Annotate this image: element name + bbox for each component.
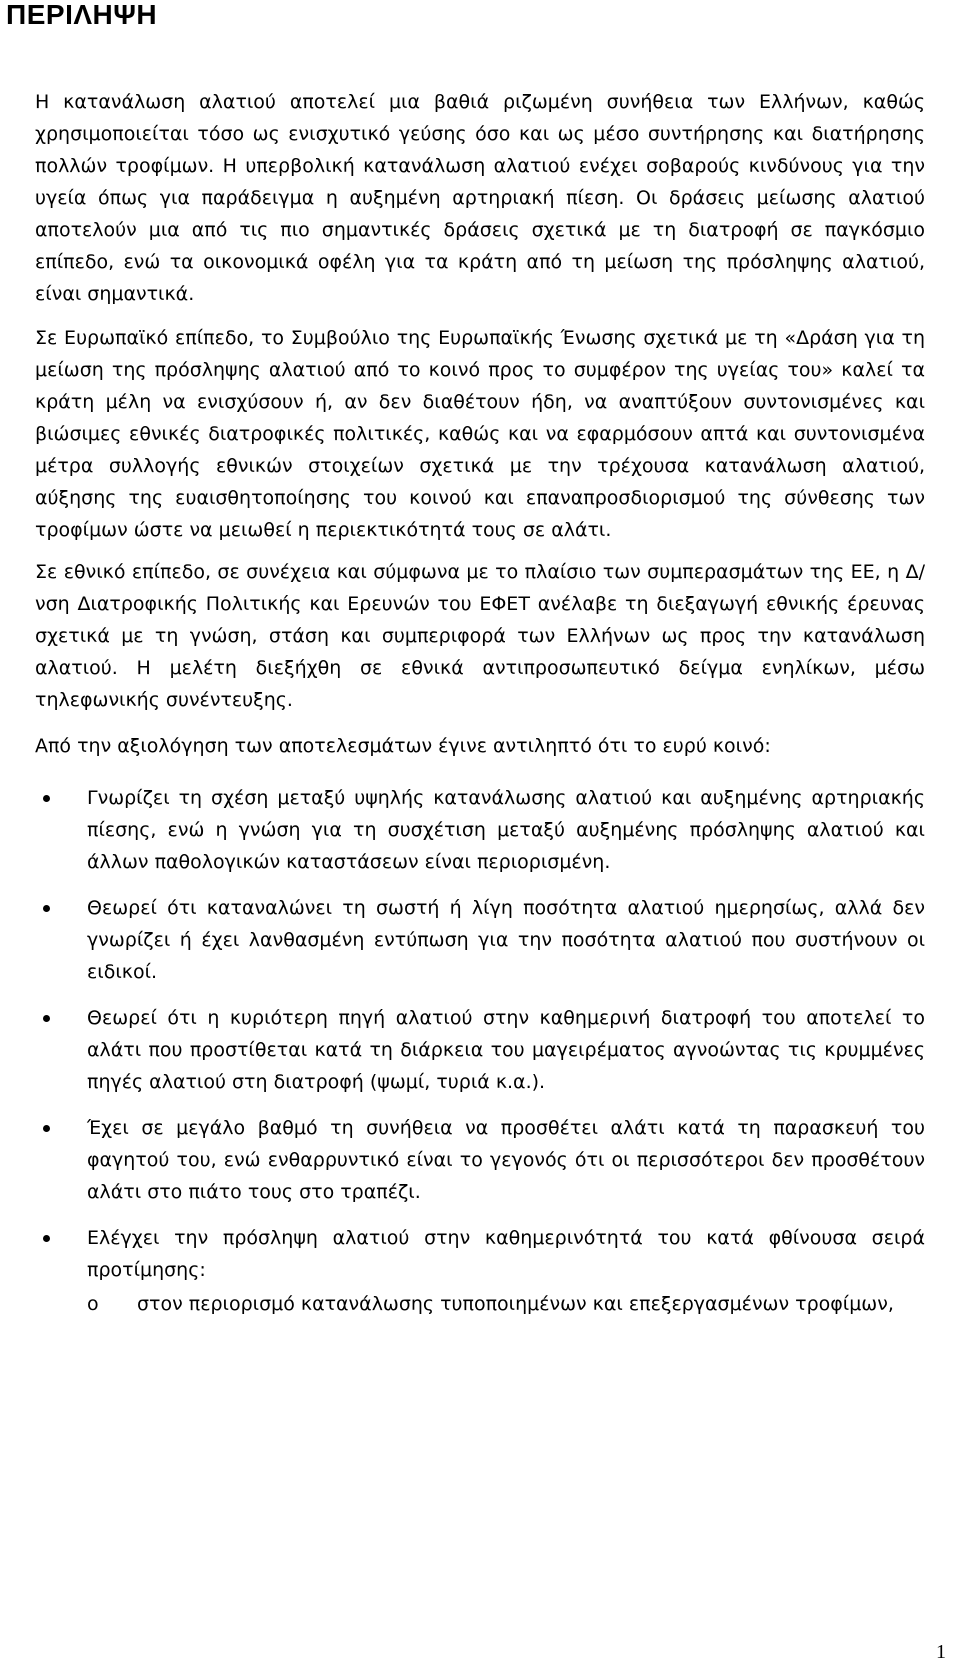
finding-text: Θεωρεί ότι η κυριότερη πηγή αλατιού στην καθημερινή διατροφή του αποτελεί το αλάτι που προστίθεται κατά τη διάρκεια του μαγειρέματος αγνοώντας τις κρυμμένες πηγές αλατιού στη διατροφή (ψωμί, τυριά κ.α.). bbox=[87, 1007, 925, 1093]
findings-lead: Από την αξιολόγηση των αποτελεσμάτων έγινε αντιληπτό ότι το ευρύ κοινό: bbox=[35, 735, 771, 757]
eu-context-paragraph: Σε Ευρωπαϊκό επίπεδο, το Συμβούλιο της Ευρωπαϊκής Ένωσης σχετικά με τη «Δράση για τη μείωση της πρόσληψης αλατιού από το κοινό προς το συμφέρον της υγείας του» καλεί τα κράτη μέλη να ενισχύσουν ή, αν δεν διαθέτουν ήδη, να αναπτύξουν συντονισμένες και βιώσιμες εθνικές διατροφικές πολιτικές, καθώς και να εφαρμόσουν απτά και συντονισμένα μέτρα συλλογής εθνικών στοιχείων σχετικά με την τρέχουσα κατανάλωση αλατιού, αύξησης της ευαισθητοποίησης του κοινού και επαναπροσδιορισμού της σύνθεσης των τροφίμων ώστε να μειωθεί η περιεκτικότητά τους σε αλάτι. bbox=[35, 327, 925, 541]
finding-text: Γνωρίζει τη σχέση μεταξύ υψηλής κατανάλωσης αλατιού και αυξημένης αρτηριακής πίεσης, ενώ η γνώση για τη συσχέτιση μεταξύ αυξημένης πρόσληψης αλατιού και άλλων παθολογικών καταστάσεων είναι περιορισμένη. bbox=[87, 787, 925, 873]
national-study-paragraph: Σε εθνικό επίπεδο, σε συνέχεια και σύμφωνα με το πλαίσιο των συμπερασμάτων της ΕΕ, η Δ/νση Διατροφικής Πολιτικής και Ερευνών του ΕΦΕΤ ανέλαβε τη διεξαγωγή εθνικής έρευνας σχετικά με τη γνώση, στάση και συμπεριφορά των Ελλήνων ως προς την κατανάλωση αλατιού. Η μελέτη διεξήχθη σε εθνικά αντιπροσωπευτικό δείγμα ενηλίκων, μέσω τηλεφωνικής συνέντευξης. bbox=[35, 561, 925, 711]
circle-bullet-icon: o bbox=[87, 1293, 99, 1315]
preference-sublist bbox=[87, 1288, 925, 1320]
finding-item bbox=[35, 1112, 925, 1208]
finding-text: Θεωρεί ότι καταναλώνει τη σωστή ή λίγη ποσότητα αλατιού ημερησίως, αλλά δεν γνωρίζει ή έχει λανθασμένη εντύπωση για την ποσότητα αλατιού που συστήνουν οι ειδικοί. bbox=[87, 897, 925, 983]
finding-item bbox=[35, 1002, 925, 1098]
bullet-icon bbox=[43, 1125, 50, 1132]
intro-paragraph: Η κατανάλωση αλατιού αποτελεί μια βαθιά ριζωμένη συνήθεια των Ελλήνων, καθώς χρησιμοποιείται τόσο ως ενισχυτικό γεύσης όσο και ως μέσο συντήρησης και διατήρησης πολλών τροφίμων. Η υπερβολική κατανάλωση αλατιού ενέχει σοβαρούς κινδύνους για την υγεία όπως για παράδειγμα η αυξημένη αρτηριακή πίεση. Οι δράσεις μείωσης αλατιού αποτελούν μια από τις πιο σημαντικές δράσεις σχετικά με τη διατροφή σε παγκόσμιο επίπεδο, ενώ τα οικονομικά οφέλη για τα κράτη από τη μείωση της πρόσληψης αλατιού, είναι σημαντικά. bbox=[35, 91, 925, 305]
finding-item bbox=[35, 782, 925, 878]
preference-item bbox=[87, 1288, 925, 1320]
finding-item bbox=[35, 1222, 925, 1320]
document-body bbox=[35, 86, 925, 1334]
bullet-icon bbox=[43, 1015, 50, 1022]
findings-list bbox=[35, 782, 925, 1320]
preference-text: στον περιορισμό κατανάλωσης τυποποιημένων και επεξεργασμένων τροφίμων, bbox=[137, 1293, 894, 1315]
page-number: 1 bbox=[936, 1641, 946, 1663]
bullet-icon bbox=[43, 1235, 50, 1242]
summary-heading: ΠΕΡΙΛΗΨΗ bbox=[6, 0, 158, 30]
bullet-icon bbox=[43, 795, 50, 802]
finding-item bbox=[35, 892, 925, 988]
finding-text: Έχει σε μεγάλο βαθμό τη συνήθεια να προσθέτει αλάτι κατά τη παρασκευή του φαγητού του, ενώ ενθαρρυντικό είναι το γεγονός ότι οι περισσότεροι δεν προσθέτουν αλάτι στο πιάτο τους στο τραπέζι. bbox=[87, 1117, 925, 1203]
finding-text: Ελέγχει την πρόσληψη αλατιού στην καθημερινότητά του κατά φθίνουσα σειρά προτίμησης: bbox=[87, 1227, 925, 1281]
bullet-icon bbox=[43, 905, 50, 912]
